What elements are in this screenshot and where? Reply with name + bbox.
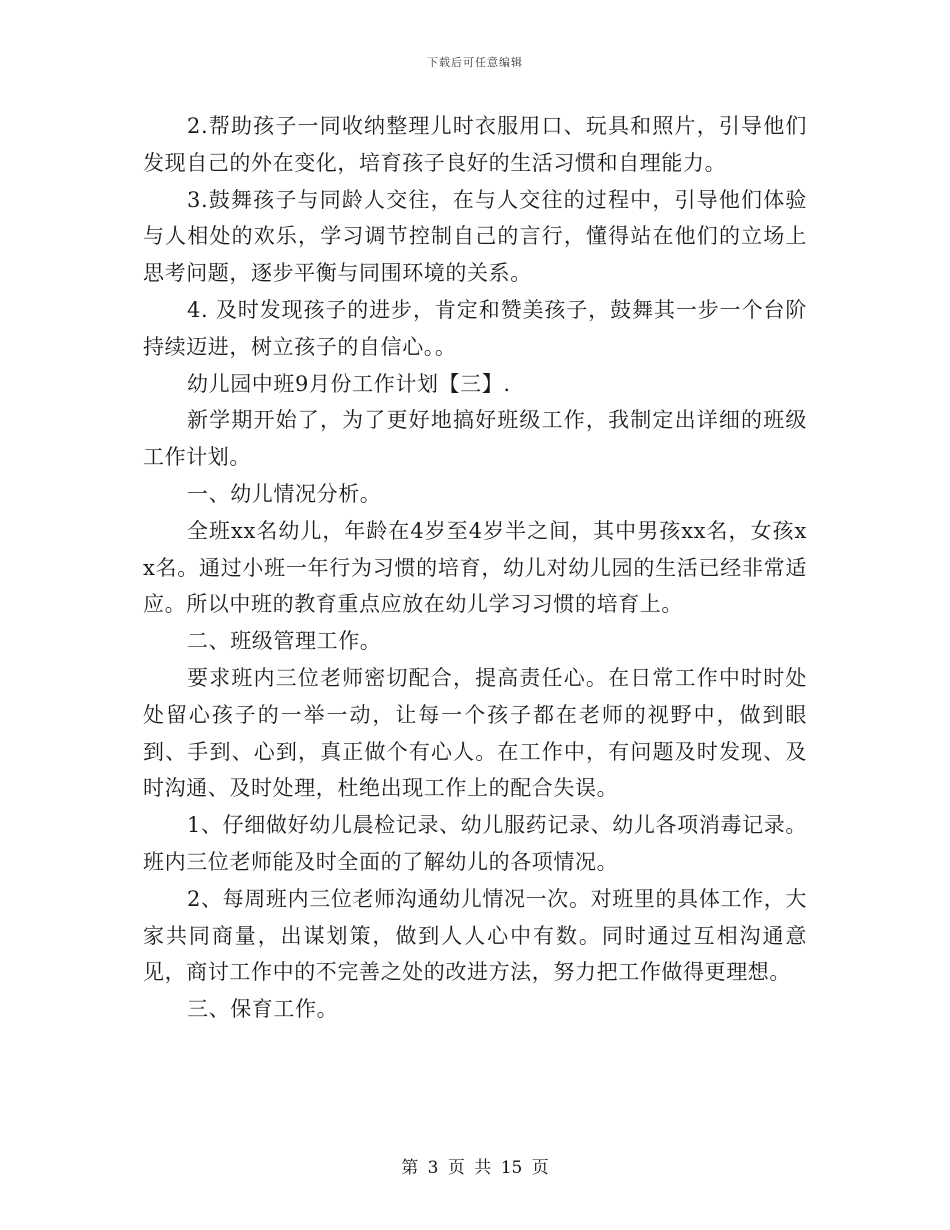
paragraph-management-item-2: 2、每周班内三位老师沟通幼儿情况一次。对班里的具体工作，大家共同商量，出谋划策，做到人人心中有数。同时通过互相沟通意见，商讨工作中的不完善之处的改进方法，努力把工作做得更理想。: [143, 886, 807, 985]
paragraph-child-analysis: 全班xx名幼儿，年龄在4岁至4岁半之间，其中男孩xx名，女孩xx名。通过小班一年行为习惯的培育，幼儿对幼儿园的生活已经非常适应。所以中班的教育重点应放在幼儿学习习惯的培育上。: [143, 518, 807, 617]
heading-care-work: 三、保育工作。: [187, 997, 339, 1022]
paragraph-intro: 新学期开始了，为了更好地搞好班级工作，我制定出详细的班级工作计划。: [143, 408, 807, 470]
document-body: [143, 108, 807, 1028]
section-title-plan-three: 幼儿园中班9月份工作计划【三】.: [187, 371, 511, 396]
paragraph-management-item-1: 1、仔细做好幼儿晨检记录、幼儿服药记录、幼儿各项消毒记录。班内三位老师能及时全面的了解幼儿的各项情况。: [143, 813, 807, 874]
header-note: 下载后可任意编辑: [427, 56, 523, 69]
page-number-label: 第 3 页 共 15 页: [401, 1158, 549, 1178]
paragraph-step-4: 4. 及时发现孩子的进步，肯定和赞美孩子，鼓舞其一步一个台阶持续迈进，树立孩子的自信心。。: [143, 297, 807, 359]
paragraph-step-3: 3.鼓舞孩子与同龄人交往，在与人交往的过程中，引导他们体验与人相处的欢乐，学习调节控制自己的言行，懂得站在他们的立场上思考问题，逐步平衡与同围环境的关系。: [143, 187, 807, 286]
page-number: [0, 1153, 950, 1178]
paragraph-class-management: 要求班内三位老师密切配合，提高责任心。在日常工作中时时处处留心孩子的一举一动，让每一个孩子都在老师的视野中，做到眼到、手到、心到，真正做个有心人。在工作中，有问题及时发现、及时沟通、及时处理，杜绝出现工作上的配合失误。: [143, 665, 807, 801]
paragraph-step-2: 2.帮助孩子一同收纳整理儿时衣服用口、玩具和照片，引导他们发现自己的外在变化，培育孩子良好的生活习惯和自理能力。: [143, 114, 807, 175]
heading-class-management: 二、班级管理工作。: [187, 629, 382, 654]
heading-child-analysis: 一、幼儿情况分析。: [187, 481, 382, 506]
